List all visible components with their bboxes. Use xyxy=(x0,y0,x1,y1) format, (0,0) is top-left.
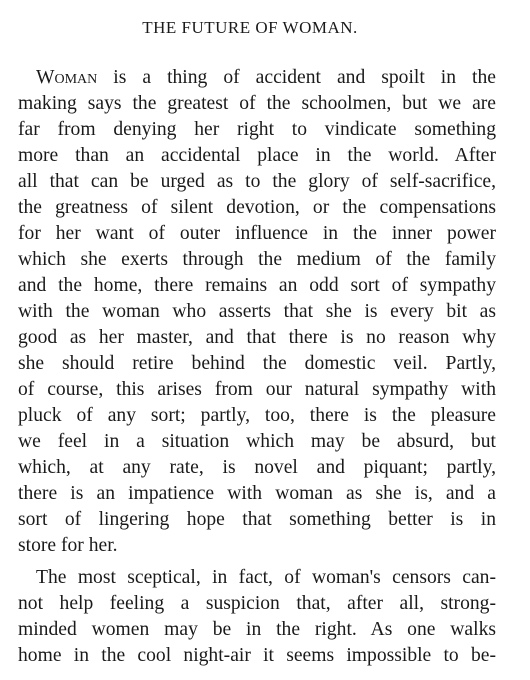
paragraph-2-line: minded women may be in the right. As one walks xyxy=(18,619,496,640)
paragraph-1-line: which, at any rate, is novel and piquant; partly, xyxy=(18,457,496,478)
paragraph-2-line: not help feeling a suspicion that, after all, strong- xyxy=(18,593,496,614)
paragraph-2-line-1: The most sceptical, in fact, of woman's censors can- xyxy=(36,567,496,588)
paragraph-2-line: home in the cool night-air it seems impossible to be- xyxy=(18,645,496,666)
paragraph-1-line: the greatness of silent devotion, or the compensations xyxy=(18,197,496,218)
paragraph-1-line: and the home, there remains an odd sort of sympathy xyxy=(18,275,496,296)
paragraph-1-line: all that can be urged as to the glory of self-sacrifice, xyxy=(18,171,496,192)
paragraph-1-line: there is an impatience with woman as she is, and a xyxy=(18,483,496,504)
lead-word: Woman xyxy=(36,67,98,88)
paragraph-1-line-last: store for her. xyxy=(18,535,118,556)
paragraph-1-line: more than an accidental place in the world. After xyxy=(18,145,496,166)
article-title: THE FUTURE OF WOMAN. xyxy=(142,18,358,37)
paragraph-1-line: of course, this arises from our natural sympathy with xyxy=(18,379,496,400)
paragraph-1-line: we feel in a situation which may be absurd, but xyxy=(18,431,496,452)
paragraph-1-line: good as her master, and that there is no reason why xyxy=(18,327,496,348)
paragraph-1-line: which she exerts through the medium of the family xyxy=(18,249,496,270)
paragraph-1-line-1 xyxy=(36,66,496,90)
paragraph-1-line: sort of lingering hope that something better is in xyxy=(18,509,496,530)
paragraph-1-line: far from denying her right to vindicate something xyxy=(18,119,496,140)
paragraph-1-line: pluck of any sort; partly, too, there is the pleasure xyxy=(18,405,496,426)
paragraph-1-line: with the woman who asserts that she is every bit as xyxy=(18,301,496,322)
paragraph-1-line: making says the greatest of the schoolmen, but we are xyxy=(18,93,496,114)
paragraph-1-line: she should retire behind the domestic veil. Partly, xyxy=(18,353,496,374)
paragraph-1-line: for her want of outer influence in the inner power xyxy=(18,223,496,244)
line-text: is a thing of accident and spoilt in the xyxy=(97,67,496,88)
